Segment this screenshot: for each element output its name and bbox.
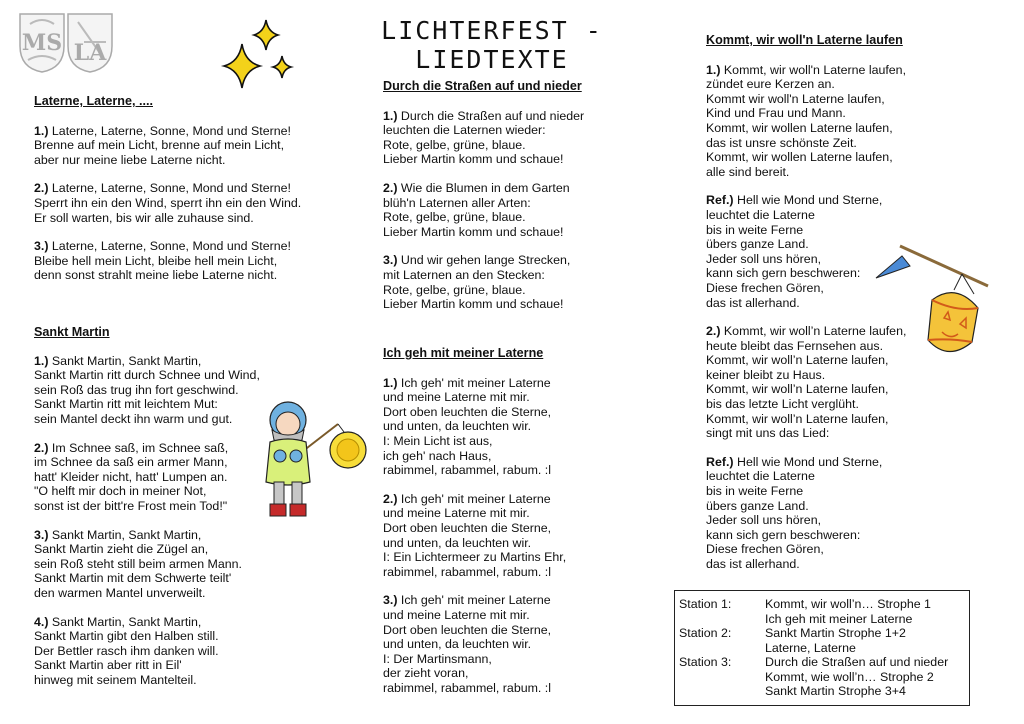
school-logo [18,12,116,74]
verse-number: 2.) [383,180,398,195]
verse-number: 3.) [383,253,398,268]
child-with-lantern-illustration [262,396,372,526]
station-text: Kommt, wir woll’n… Strophe 1 Ich geh mit meiner Laterne [765,597,931,626]
station-label: Station 1: [679,597,732,611]
verse-text: im Schnee da saß ein armer Mann, hatt' Kleider nicht, hatt' Lumpen an. "O helft mir doch in meiner Not, sonst ist der bitt're Frost mein Tod!" [34,455,228,513]
verse-number: Ref.) [706,193,734,208]
verse [34,615,334,688]
verse-text: mit Laternen an den Stecken: Rote, gelbe, grüne, blaue. Lieber Martin komm und schaue! [383,267,564,312]
song-heading: Sankt Martin [34,325,110,339]
verse-text: leuchtet die Laterne bis in weite Ferne übers ganze Land. Jeder soll uns hören, kann sich gern beschweren: Diese frechen Gören, das ist allerhand. [706,469,861,571]
logo-left-letters: MS [21,30,63,56]
verse [706,63,1006,180]
verse-text: zündet eure Kerzen an. Kommt wir woll'n Laterne laufen, Kind und Frau und Mann. Kommt, wir wollen Laterne laufen, das ist unsre schönste Zeit. Kommt, wir wollen Laterne laufen, alle sind bereit. [706,77,893,179]
verse-text: Sperrt ihn ein den Wind, sperrt ihn ein den Wind. Er soll warten, bis wir alle zuhause sind. [34,195,302,225]
star-icon [273,56,291,78]
verse-text: und meine Laterne mit mir. Dort oben leuchten die Sterne, und unten, da leuchten wir. I: Der Martinsmann, der zieht voran, rabimmel, rabammel, rabum. :l [383,607,552,695]
verse-first-line: Laterne, Laterne, Sonne, Mond und Sterne! [48,181,291,196]
verse-first-line: Ich geh' mit meiner Laterne [397,491,551,506]
verse-first-line: Durch die Straßen auf und nieder [397,108,585,123]
verse-text: Sankt Martin zieht die Zügel an, sein Roß steht still beim armen Mann. Sankt Martin mit dem Schwerte teilt' den warmen Mantel unverweilt. [34,542,242,600]
verse-text: leuchten die Laternen wieder: Rote, gelbe, grüne, blaue. Lieber Martin komm und schaue! [383,123,564,167]
stars-illustration [220,18,300,96]
page-title: LICHTERFEST - LIEDTEXTE [381,16,603,74]
verse-first-line: Hell wie Mond und Sterne, [733,454,883,469]
verse-first-line: Ich geh' mit meiner Laterne [397,593,551,608]
verse-text: heute bleibt das Fernsehen aus. Kommt, wir woll’n Laterne laufen, keiner bleibt zu Haus. Kommt, wir woll’n Laterne laufen, bis das letzte Licht verglüht. Kommt, wir woll’n Laterne laufen, singt mit uns das Lied: [706,338,889,441]
station-row [675,597,965,627]
verse-first-line: Und wir gehen lange Strecken, [397,253,571,268]
verse-number: 2.) [706,324,721,339]
verse-first-line: Sankt Martin, Sankt Martin, [48,614,202,629]
verse-first-line: Ich geh' mit meiner Laterne [397,375,551,390]
verse-text: Sankt Martin gibt den Halben still. Der Bettler rasch ihm danken will. Sankt Martin aber ritt in Eil' hinweg mit seinem Mantelteil. [34,629,219,687]
refrain [706,455,1006,572]
song-durch-die-strassen [383,79,673,312]
song-heading: Durch die Straßen auf und nieder [383,79,582,93]
lantern-illustration [872,238,992,368]
verse-first-line: Im Schnee saß, im Schnee saß, [48,440,229,455]
logo-right-letters: LA [73,40,107,66]
verse-number: 4.) [34,614,49,629]
verse-first-line: Wie die Blumen in dem Garten [397,180,570,195]
verse-number: 1.) [383,375,398,390]
verse [34,124,334,168]
verse-first-line: Kommt, wir woll'n Laterne laufen, [720,62,907,77]
verse [383,109,673,167]
verse-first-line: Laterne, Laterne, Sonne, Mond und Sterne! [48,239,291,254]
verse-number: 2.) [383,491,398,506]
verse-number: 2.) [34,440,49,455]
station-row [675,626,965,656]
verse-number: 1.) [383,108,398,123]
verse-first-line: Sankt Martin, Sankt Martin, [48,527,202,542]
verse-text: leuchtet die Laterne bis in weite Ferne übers ganze Land. Jeder soll uns hören, kann sich gern beschweren: Diese frechen Gören, das ist allerhand. [706,207,861,310]
verse-text: Bleibe hell mein Licht, bleibe hell mein Licht, denn sonst strahlt meine liebe Laterne nicht. [34,253,278,283]
verse-text: und meine Laterne mit mir. Dort oben leuchten die Sterne, und unten, da leuchten wir. I: Ein Lichtermeer zu Martins Ehr, rabimmel, rabammel, rabum. :l [383,506,567,579]
song-ich-geh-mit-meiner-laterne [383,346,673,695]
verse-text: Sankt Martin ritt durch Schnee und Wind, sein Roß das trug ihn fort geschwind. Sankt Martin ritt mit leichtem Mut: sein Mantel deckt ihn warm und gut. [34,368,260,426]
station-text: Durch die Straßen auf und nieder Kommt, wie woll’n… Strophe 2 Sankt Martin Strophe 3+4 [765,655,949,699]
star-icon [224,44,260,88]
verse [383,593,673,695]
verse [383,492,673,580]
station-label: Station 3: [679,655,732,669]
verse-first-line: Hell wie Mond und Sterne, [733,193,883,208]
verse-text: Brenne auf mein Licht, brenne auf mein Licht, aber nur meine liebe Laterne nicht. [34,138,285,167]
station-row [675,655,965,701]
song-laterne [34,94,334,283]
star-icon [254,20,278,50]
verse-number: 1.) [34,353,49,368]
verse-number: 3.) [383,593,398,608]
verse [383,181,673,239]
station-box [674,590,970,706]
verse-first-line: Laterne, Laterne, Sonne, Mond und Sterne! [48,123,291,138]
verse-number: 3.) [34,527,49,542]
verse [34,181,334,225]
song-heading: Kommt, wir woll'n Laterne laufen [706,33,903,47]
verse [383,376,673,478]
song-heading: Laterne, Laterne, .... [34,94,153,108]
verse [34,239,334,283]
verse-number: 3.) [34,239,49,254]
song-heading: Ich geh mit meiner Laterne [383,346,544,360]
verse-number: Ref.) [706,454,734,469]
verse-number: 2.) [34,181,49,196]
verse-text: blüh'n Laternen aller Arten: Rote, gelbe, grüne, blaue. Lieber Martin komm und schaue! [383,195,564,239]
station-text: Sankt Martin Strophe 1+2 Laterne, Laterne [765,626,906,655]
station-label: Station 2: [679,626,732,640]
verse-first-line: Kommt, wir woll’n Laterne laufen, [720,324,907,339]
verse-first-line: Sankt Martin, Sankt Martin, [48,353,202,368]
verse [34,528,334,601]
verse-number: 1.) [706,62,721,77]
verse-text: und meine Laterne mit mir. Dort oben leuchten die Sterne, und unten, da leuchten wir. I: Mein Licht ist aus, ich geh' nach Haus, rabimmel, rabammel, rabum. :l [383,390,552,478]
verse-number: 1.) [34,123,49,138]
verse [383,253,673,311]
